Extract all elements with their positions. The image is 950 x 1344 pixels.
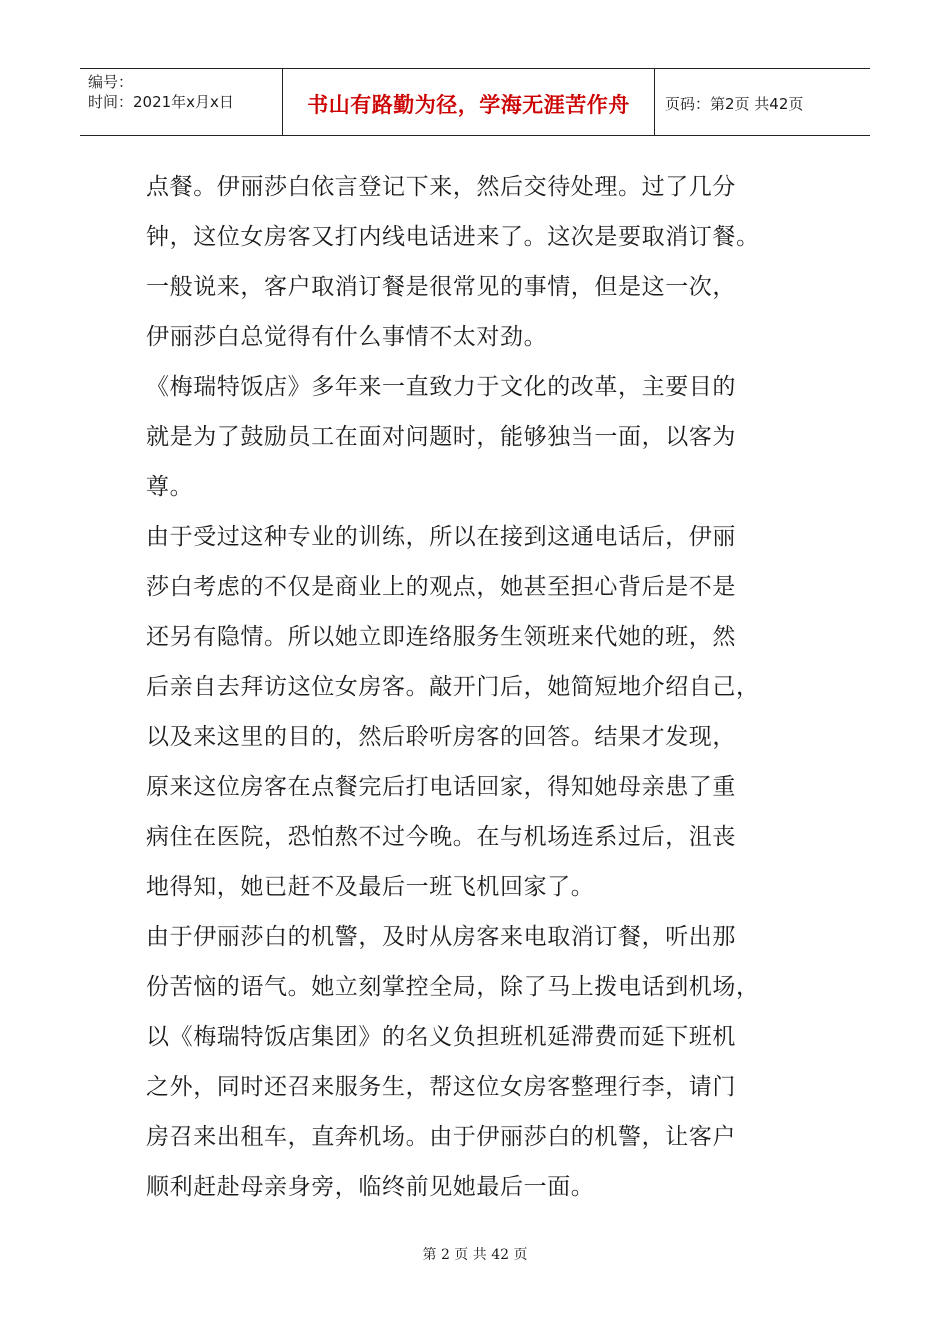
text-line: 点餐。伊丽莎白依言登记下来，然后交待处理。过了几分 xyxy=(146,174,736,200)
text-line: 原来这位房客在点餐完后打电话回家，得知她母亲患了重 xyxy=(146,774,736,800)
text-line: 病住在医院，恐怕熬不过今晚。在与机场连系过后，沮丧 xyxy=(146,824,736,850)
text-line: 《梅瑞特饭店》多年来一直致力于文化的改革，主要目的 xyxy=(146,374,736,400)
text-line: 还另有隐情。所以她立即连络服务生领班来代她的班，然 xyxy=(146,624,736,650)
paragraph xyxy=(146,512,826,912)
date-label: 时间：2021年x月x日 xyxy=(88,93,234,111)
header-motto: 书山有路勤为径，学海无涯苦作舟 xyxy=(283,69,655,135)
paragraph xyxy=(146,912,826,1212)
paragraph xyxy=(146,362,826,512)
document-body xyxy=(146,162,826,1212)
text-line: 由于伊丽莎白的机警，及时从房客来电取消订餐，听出那 xyxy=(146,924,736,950)
text-line: 后亲自去拜访这位女房客。敲开门后，她简短地介绍自己， xyxy=(146,674,760,700)
doc-number-label: 编号： xyxy=(88,73,134,91)
text-line: 以及来这里的目的，然后聆听房客的回答。结果才发现， xyxy=(146,724,736,750)
header-meta xyxy=(80,69,283,135)
text-line: 房召来出租车，直奔机场。由于伊丽莎白的机警，让客户 xyxy=(146,1124,736,1150)
text-line: 顺利赶赴母亲身旁，临终前见她最后一面。 xyxy=(146,1174,595,1200)
text-line: 一般说来，客户取消订餐是很常见的事情，但是这一次， xyxy=(146,274,736,300)
header-page-info: 页码：第2页 共42页 xyxy=(665,94,804,113)
text-line: 份苦恼的语气。她立刻掌控全局，除了马上拨电话到机场， xyxy=(146,974,760,1000)
paragraph xyxy=(146,162,826,362)
text-line: 之外，同时还召来服务生，帮这位女房客整理行李，请门 xyxy=(146,1074,736,1100)
text-line: 地得知，她已赶不及最后一班飞机回家了。 xyxy=(146,874,595,900)
page-footer: 第 2 页 共 42 页 xyxy=(422,1247,528,1263)
text-line: 尊。 xyxy=(146,474,194,500)
text-line: 伊丽莎白总觉得有什么事情不太对劲。 xyxy=(146,324,548,350)
text-line: 由于受过这种专业的训练，所以在接到这通电话后，伊丽 xyxy=(146,524,736,550)
text-line: 莎白考虑的不仅是商业上的观点，她甚至担心背后是不是 xyxy=(146,574,736,600)
text-line: 以《梅瑞特饭店集团》的名义负担班机延滞费而延下班机 xyxy=(146,1024,736,1050)
page-header xyxy=(80,68,870,136)
text-line: 钟，这位女房客又打内线电话进来了。这次是要取消订餐。 xyxy=(146,224,760,250)
text-line: 就是为了鼓励员工在面对问题时，能够独当一面，以客为 xyxy=(146,424,736,450)
